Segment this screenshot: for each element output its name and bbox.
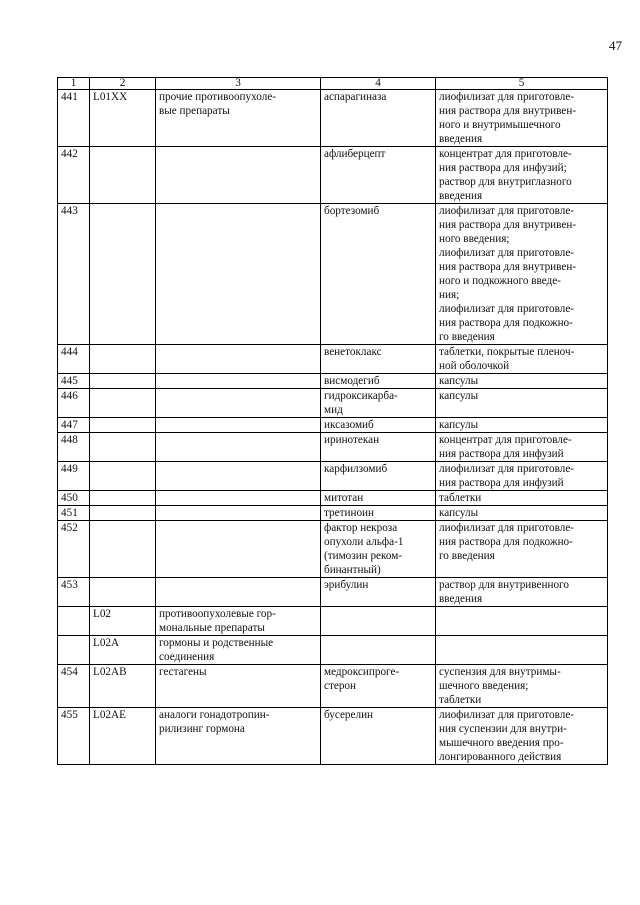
drug-name-cell: бусерелин bbox=[321, 708, 436, 765]
dosage-form-cell bbox=[436, 636, 608, 665]
drug-name-cell: медроксипроге- стерон bbox=[321, 665, 436, 708]
table-row bbox=[58, 90, 608, 147]
atc-code-cell bbox=[90, 433, 156, 462]
column-header: 2 bbox=[90, 78, 156, 90]
row-number-cell: 453 bbox=[58, 578, 90, 607]
atc-code-cell: L02AB bbox=[90, 665, 156, 708]
dosage-form-cell: таблетки, покрытые пленоч- ной оболочкой bbox=[436, 345, 608, 374]
dosage-form-cell: лиофилизат для приготовле- ния суспензии для внутри- мышечного введения про- лонгированного действия bbox=[436, 708, 608, 765]
dosage-form-cell: лиофилизат для приготовле- ния раствора для внутривен- ного и внутримышечного введения bbox=[436, 90, 608, 147]
atc-code-cell bbox=[90, 506, 156, 521]
table-row bbox=[58, 665, 608, 708]
atc-code-cell bbox=[90, 204, 156, 345]
row-number-cell: 446 bbox=[58, 389, 90, 418]
row-number-cell: 455 bbox=[58, 708, 90, 765]
drug-name-cell: митотан bbox=[321, 491, 436, 506]
group-name-cell: гестагены bbox=[156, 665, 321, 708]
column-header: 1 bbox=[58, 78, 90, 90]
group-name-cell: гормоны и родственные соединения bbox=[156, 636, 321, 665]
group-name-cell: прочие противоопухоле- вые препараты bbox=[156, 90, 321, 147]
atc-code-cell bbox=[90, 345, 156, 374]
table-row bbox=[58, 418, 608, 433]
drug-name-cell: бортезомиб bbox=[321, 204, 436, 345]
page-number: 47 bbox=[609, 38, 622, 53]
dosage-form-cell: капсулы bbox=[436, 418, 608, 433]
drug-table bbox=[57, 77, 608, 765]
drug-name-cell: карфилзомиб bbox=[321, 462, 436, 491]
header-row bbox=[58, 78, 608, 90]
group-name-cell: противоопухолевые гор- мональные препараты bbox=[156, 607, 321, 636]
table-row bbox=[58, 462, 608, 491]
row-number-cell: 449 bbox=[58, 462, 90, 491]
drug-name-cell: эрибулин bbox=[321, 578, 436, 607]
group-name-cell bbox=[156, 433, 321, 462]
table-row bbox=[58, 433, 608, 462]
group-name-cell bbox=[156, 491, 321, 506]
drug-name-cell: висмодегиб bbox=[321, 374, 436, 389]
table-row bbox=[58, 204, 608, 345]
group-name-cell: аналоги гонадотропин- рилизинг гормона bbox=[156, 708, 321, 765]
dosage-form-cell bbox=[436, 607, 608, 636]
dosage-form-cell: лиофилизат для приготовле- ния раствора для внутривен- ного введения; лиофилизат для приготовле- ния раствора для внутривен- ного и подкожного введе- ния; лиофилизат для приготовле- ния раствора для подкожно- го введения bbox=[436, 204, 608, 345]
row-number-cell: 447 bbox=[58, 418, 90, 433]
atc-code-cell bbox=[90, 578, 156, 607]
drug-name-cell: афлиберцепт bbox=[321, 147, 436, 204]
table-row bbox=[58, 578, 608, 607]
row-number-cell: 443 bbox=[58, 204, 90, 345]
group-name-cell bbox=[156, 521, 321, 578]
column-header: 5 bbox=[436, 78, 608, 90]
dosage-form-cell: лиофилизат для приготовле- ния раствора для инфузий bbox=[436, 462, 608, 491]
atc-code-cell bbox=[90, 462, 156, 491]
dosage-form-cell: капсулы bbox=[436, 506, 608, 521]
table-row bbox=[58, 147, 608, 204]
table-row bbox=[58, 708, 608, 765]
row-number-cell: 454 bbox=[58, 665, 90, 708]
table-row bbox=[58, 374, 608, 389]
row-number-cell: 442 bbox=[58, 147, 90, 204]
group-name-cell bbox=[156, 147, 321, 204]
atc-code-cell bbox=[90, 389, 156, 418]
drug-name-cell: венетоклакс bbox=[321, 345, 436, 374]
drug-name-cell bbox=[321, 607, 436, 636]
table-row bbox=[58, 345, 608, 374]
group-name-cell bbox=[156, 506, 321, 521]
table-row bbox=[58, 607, 608, 636]
row-number-cell: 441 bbox=[58, 90, 90, 147]
row-number-cell: 450 bbox=[58, 491, 90, 506]
atc-code-cell: L02A bbox=[90, 636, 156, 665]
atc-code-cell: L02AE bbox=[90, 708, 156, 765]
dosage-form-cell: суспензия для внутримы- шечного введения; таблетки bbox=[436, 665, 608, 708]
row-number-cell bbox=[58, 636, 90, 665]
dosage-form-cell: концентрат для приготовле- ния раствора для инфузий; раствор для внутриглазного введения bbox=[436, 147, 608, 204]
row-number-cell: 451 bbox=[58, 506, 90, 521]
atc-code-cell bbox=[90, 418, 156, 433]
group-name-cell bbox=[156, 389, 321, 418]
table-row bbox=[58, 389, 608, 418]
atc-code-cell bbox=[90, 491, 156, 506]
row-number-cell bbox=[58, 607, 90, 636]
group-name-cell bbox=[156, 462, 321, 491]
row-number-cell: 445 bbox=[58, 374, 90, 389]
row-number-cell: 448 bbox=[58, 433, 90, 462]
drug-name-cell: гидроксикарба- мид bbox=[321, 389, 436, 418]
drug-name-cell bbox=[321, 636, 436, 665]
table-row bbox=[58, 636, 608, 665]
column-header: 3 bbox=[156, 78, 321, 90]
group-name-cell bbox=[156, 374, 321, 389]
dosage-form-cell: капсулы bbox=[436, 374, 608, 389]
dosage-form-cell: концентрат для приготовле- ния раствора для инфузий bbox=[436, 433, 608, 462]
drug-name-cell: фактор некроза опухоли альфа-1 (тимозин реком- бинантный) bbox=[321, 521, 436, 578]
group-name-cell bbox=[156, 578, 321, 607]
group-name-cell bbox=[156, 345, 321, 374]
atc-code-cell bbox=[90, 374, 156, 389]
table-row bbox=[58, 506, 608, 521]
atc-code-cell bbox=[90, 147, 156, 204]
drug-name-cell: иринотекан bbox=[321, 433, 436, 462]
table-row bbox=[58, 491, 608, 506]
dosage-form-cell: таблетки bbox=[436, 491, 608, 506]
table-row bbox=[58, 521, 608, 578]
drug-name-cell: третиноин bbox=[321, 506, 436, 521]
group-name-cell bbox=[156, 418, 321, 433]
group-name-cell bbox=[156, 204, 321, 345]
column-header: 4 bbox=[321, 78, 436, 90]
dosage-form-cell: раствор для внутривенного введения bbox=[436, 578, 608, 607]
drug-name-cell: аспарагиназа bbox=[321, 90, 436, 147]
atc-code-cell bbox=[90, 521, 156, 578]
dosage-form-cell: капсулы bbox=[436, 389, 608, 418]
dosage-form-cell: лиофилизат для приготовле- ния раствора для подкожно- го введения bbox=[436, 521, 608, 578]
row-number-cell: 452 bbox=[58, 521, 90, 578]
row-number-cell: 444 bbox=[58, 345, 90, 374]
drug-name-cell: иксазомиб bbox=[321, 418, 436, 433]
atc-code-cell: L02 bbox=[90, 607, 156, 636]
atc-code-cell: L01XX bbox=[90, 90, 156, 147]
